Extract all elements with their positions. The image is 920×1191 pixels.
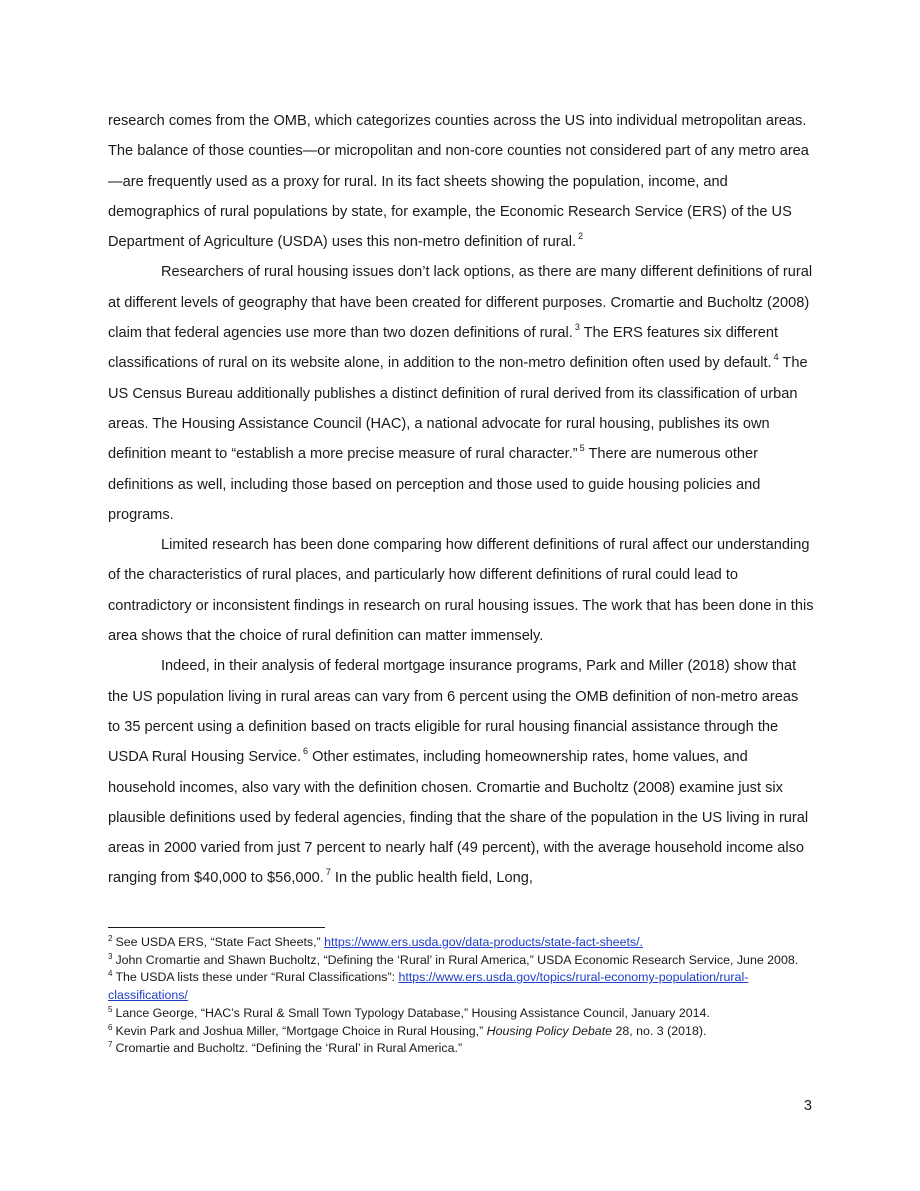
footnote-number: 6 xyxy=(108,1022,113,1032)
paragraph-text: Other estimates, including homeownership rates, home values, and household incomes, also vary with the definition chosen. Cromartie and Bucholtz (2008) examine just six plausible definitions used by federal agencies, finding that the share of the population in the US living in rural areas in 2000 varied from just 7 percent to nearly half (49 percent), with the average household income also ranging from $40,000 to $56,000. xyxy=(108,749,809,887)
footnote-reference[interactable]: 7 xyxy=(325,867,331,878)
paragraph-text: The US Census Bureau additionally publishes a distinct definition of rural derived from its classification of urban areas. The Housing Assistance Council (HAC), a national advocate for rural housing, publishes its own definition meant to “establish a more precise measure of rural character.” xyxy=(108,355,808,463)
paragraph-text: Indeed, in their analysis of federal mortgage insurance programs, Park and Miller (2018) show that the US population living in rural areas can vary from 6 percent using the OMB definition of non-metro areas to 35 percent using a definition based on tracts eligible for rural housing financial assistance through the USDA Rural Housing Service. xyxy=(108,658,799,766)
footnote xyxy=(108,1005,814,1023)
footnotes xyxy=(108,934,814,1058)
footnote-reference[interactable]: 3 xyxy=(574,322,580,333)
footnote-separator xyxy=(108,927,325,928)
footnote-number: 5 xyxy=(108,1004,113,1014)
paragraph-text: In the public health field, Long, xyxy=(330,870,533,887)
footnote-link[interactable]: https://www.ers.usda.gov/topics/rural-economy-population/rural-classifications/ xyxy=(108,970,749,1003)
body-paragraph xyxy=(108,257,814,530)
footnote xyxy=(108,952,814,970)
footnote-text: Lance George, “HAC’s Rural & Small Town Typology Database,” Housing Assistance Council, January 2014. xyxy=(115,1005,710,1020)
footnote-reference[interactable]: 5 xyxy=(579,443,585,454)
paragraph-text: There are numerous other definitions as well, including those based on perception and those used to guide housing policies and programs. xyxy=(108,446,761,523)
footnote-number: 3 xyxy=(108,951,113,961)
footnote-reference[interactable]: 4 xyxy=(773,352,779,363)
body-paragraph xyxy=(108,106,814,257)
body-paragraph xyxy=(108,651,814,893)
footnote-reference[interactable]: 6 xyxy=(303,746,309,757)
footnote-number: 2 xyxy=(108,934,113,943)
footnote-text: Kevin Park and Joshua Miller, “Mortgage Choice in Rural Housing,” xyxy=(115,1023,487,1038)
body-text xyxy=(108,106,814,894)
footnote-number: 4 xyxy=(108,969,113,979)
paragraph-text: research comes from the OMB, which categorizes counties across the US into individual metropolitan areas. The balance of those counties—or micropolitan and non-core counties not considered part of any metro area—are frequently used as a proxy for rural. In its fact sheets showing the population, income, and demographics of rural populations by state, for example, the Economic Research Service (ERS) of the US Department of Agriculture (USDA) uses this non-metro definition of rural. xyxy=(108,113,809,251)
footnote-text: John Cromartie and Shawn Bucholtz, “Defining the ‘Rural’ in Rural America,” USDA Economic Research Service, June 2008. xyxy=(115,952,799,967)
footnote-text: Cromartie and Bucholtz. “Defining the ‘Rural’ in Rural America.” xyxy=(115,1041,463,1056)
footnote-number: 7 xyxy=(108,1040,113,1050)
footnote xyxy=(108,969,814,1004)
footnote-text: The USDA lists these under “Rural Classifications”: xyxy=(115,970,399,985)
footnote-text: 28, no. 3 (2018). xyxy=(612,1023,707,1038)
footnote-link[interactable]: https://www.ers.usda.gov/data-products/state-fact-sheets/. xyxy=(324,935,643,949)
paragraph-text: The ERS features six different classifications of rural on its website alone, in addition to the non-metro definition often used by default. xyxy=(108,325,779,372)
paragraph-text: Limited research has been done comparing how different definitions of rural affect our understanding of the characteristics of rural places, and particularly how different definitions of rural could lead to contradictory or inconsistent findings in research on rural housing issues. The work that has been done in this area shows that the choice of rural definition can matter immensely. xyxy=(108,537,814,645)
footnote-reference[interactable]: 2 xyxy=(578,231,584,242)
footnote xyxy=(108,934,814,952)
footnote-text: See USDA ERS, “State Fact Sheets,” xyxy=(115,935,325,949)
body-paragraph xyxy=(108,530,814,651)
paragraph-text: Researchers of rural housing issues don’t lack options, as there are many different definitions of rural at different levels of geography that have been created for different purposes. Cromartie and Bucholtz (2008) claim that federal agencies use more than two dozen definitions of rural. xyxy=(108,264,813,342)
journal-title: Housing Policy Debate xyxy=(486,1023,613,1038)
page-number: 3 xyxy=(803,1098,812,1114)
footnote xyxy=(108,1023,814,1041)
footnote xyxy=(108,1040,814,1058)
